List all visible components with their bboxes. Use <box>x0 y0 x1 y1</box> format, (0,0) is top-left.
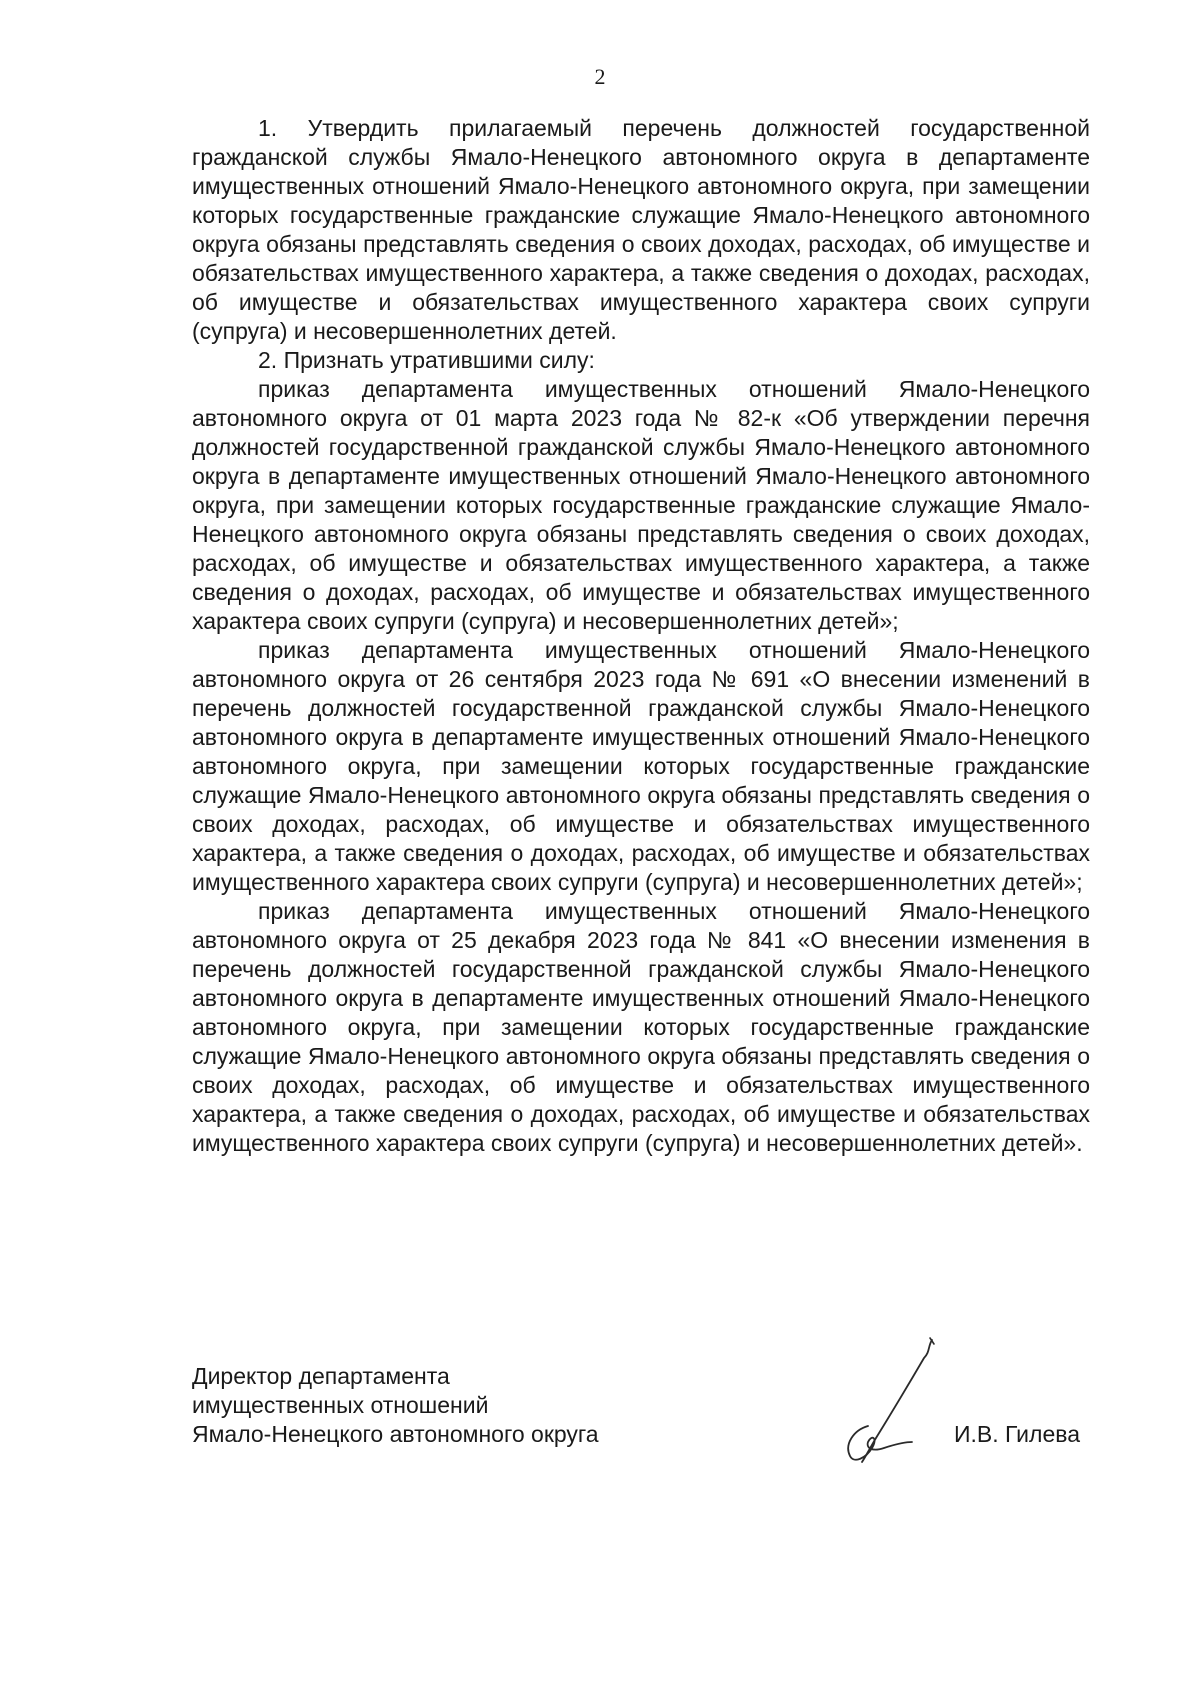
signer-title-line: Ямало-Ненецкого автономного округа <box>192 1421 599 1447</box>
paragraph-approve-list: 1. Утвердить прилагаемый перечень должностей государственной гражданской службы Ямало-Ненецкого автономного округа в департаменте имущественных отношений Ямало-Ненецкого автономного округа, при замещении которых государственные гражданские служащие Ямало-Ненецкого автономного округа обязаны представлять сведения о своих доходах, расходах, об имуществе и обязательствах имущественного характера, а также сведения о доходах, расходах, об имуществе и обязательствах имущественного характера своих супруги (супруга) и несовершеннолетних детей. <box>192 115 1090 344</box>
page-number: 2 <box>594 64 606 89</box>
signer-title-line: имущественных отношений <box>192 1392 489 1418</box>
paragraph-repealed-order-2: приказ департамента имущественных отношений Ямало-Ненецкого автономного округа от 26 сентября 2023 года № 691 «О внесении изменений в перечень должностей государственной гражданской службы Ямало-Ненецкого автономного округа в департаменте имущественных отношений Ямало-Ненецкого автономного округа, при замещении которых государственные гражданские служащие Ямало-Ненецкого автономного округа обязаны представлять сведения о своих доходах, расходах, об имуществе и обязательствах имущественного характера, а также сведения о доходах, расходах, об имуществе и обязательствах имущественного характера своих супруги (супруга) и несовершеннолетних детей»; <box>192 637 1090 895</box>
document-body <box>192 114 1090 1158</box>
paragraph-repealed-order-1: приказ департамента имущественных отношений Ямало-Ненецкого автономного округа от 01 марта 2023 года № 82-к «Об утверждении перечня должностей государственной гражданской службы Ямало-Ненецкого автономного округа в департаменте имущественных отношений Ямало-Ненецкого автономного округа, при замещении которых государственные гражданские служащие Ямало-Ненецкого автономного округа обязаны представлять сведения о своих доходах, расходах, об имуществе и обязательствах имущественного характера, а также сведения о доходах, расходах, об имуществе и обязательствах имущественного характера своих супруги (супруга) и несовершеннолетних детей»; <box>192 376 1090 634</box>
signer-title-line: Директор департамента <box>192 1363 450 1389</box>
paragraph-repeal-heading: 2. Признать утратившими силу: <box>258 347 595 373</box>
signature-block <box>192 1362 1090 1482</box>
handwritten-signature-icon <box>832 1334 952 1474</box>
paragraph-repealed-order-3: приказ департамента имущественных отношений Ямало-Ненецкого автономного округа от 25 декабря 2023 года № 841 «О внесении изменения в перечень должностей государственной гражданской службы Ямало-Ненецкого автономного округа в департаменте имущественных отношений Ямало-Ненецкого автономного округа, при замещении которых государственные гражданские служащие Ямало-Ненецкого автономного округа обязаны представлять сведения о своих доходах, расходах, об имуществе и обязательствах имущественного характера, а также сведения о доходах, расходах, об имуществе и обязательствах имущественного характера своих супруги (супруга) и несовершеннолетних детей». <box>192 898 1090 1156</box>
signer-name: И.В. Гилева <box>953 1421 1080 1447</box>
